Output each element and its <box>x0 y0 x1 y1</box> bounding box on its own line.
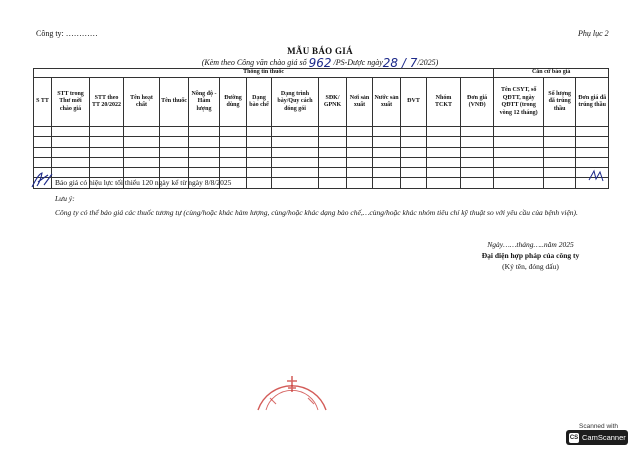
table-cell <box>319 147 347 157</box>
col-header: Tên hoạt chất <box>124 78 160 127</box>
table-cell <box>461 147 494 157</box>
table-cell <box>401 157 427 167</box>
table-cell <box>544 168 576 178</box>
table-cell <box>247 157 272 167</box>
table-cell <box>427 168 461 178</box>
col-header: Đơn giá (VNĐ) <box>461 78 494 127</box>
table-cell <box>401 137 427 147</box>
subtitle-prefix: (Kèm theo Công văn chào giá số <box>201 58 307 67</box>
table-cell <box>494 137 544 147</box>
table-cell <box>272 127 319 137</box>
table-cell <box>319 137 347 147</box>
col-header: Dạng trình bày/Quy cách đóng gói <box>272 78 319 127</box>
table-cell <box>189 137 220 147</box>
table-cell <box>272 168 319 178</box>
scanned-caption: Scanned with <box>579 423 619 430</box>
table-cell <box>319 178 347 188</box>
table-cell <box>272 137 319 147</box>
table-cell <box>220 127 247 137</box>
table-cell <box>160 137 189 147</box>
table-cell <box>494 157 544 167</box>
col-header: S TT <box>34 78 52 127</box>
table-cell <box>220 157 247 167</box>
table-cell <box>347 178 373 188</box>
table-cell <box>576 147 609 157</box>
table-cell <box>319 157 347 167</box>
table-cell <box>373 178 401 188</box>
page-title: MẪU BÁO GIÁ <box>287 46 353 56</box>
table-cell <box>494 168 544 178</box>
table-cell <box>247 137 272 147</box>
validity-note: Báo giá có hiệu lực tối thiểu 120 ngày kể từ ngày 8/8/2025 <box>55 178 232 187</box>
table-cell <box>272 178 319 188</box>
table-cell <box>461 157 494 167</box>
table-cell <box>427 157 461 167</box>
subtitle-middle: /PS-Dược ngày <box>333 58 383 67</box>
table-cell <box>160 157 189 167</box>
table-cell <box>189 157 220 167</box>
table-cell <box>347 147 373 157</box>
table-cell <box>189 168 220 178</box>
table-cell <box>427 178 461 188</box>
table-row <box>34 137 609 147</box>
col-header: Tên thuốc <box>160 78 189 127</box>
table-cell <box>52 147 90 157</box>
table-cell <box>90 168 124 178</box>
table-cell <box>220 168 247 178</box>
sign-hint: (Ký tên, đóng dấu) <box>502 262 559 271</box>
table-cell <box>373 137 401 147</box>
table-cell <box>347 157 373 167</box>
table-cell <box>189 147 220 157</box>
table-cell <box>544 147 576 157</box>
table-cell <box>461 178 494 188</box>
table-cell <box>373 147 401 157</box>
signer-title: Đại diện hợp pháp của công ty <box>481 251 580 260</box>
col-header: Nhóm TCKT <box>427 78 461 127</box>
table-cell <box>52 168 90 178</box>
table-cell <box>220 147 247 157</box>
table-cell <box>544 127 576 137</box>
table-cell <box>52 127 90 137</box>
col-header: STT theo TT 20/2022 <box>90 78 124 127</box>
table-cell <box>401 147 427 157</box>
table-cell <box>544 178 576 188</box>
table-cell <box>189 127 220 137</box>
col-header: SĐK/ GPNK <box>319 78 347 127</box>
table-cell <box>52 157 90 167</box>
table-cell <box>576 127 609 137</box>
table-cell <box>347 127 373 137</box>
company-label: Công ty: ………… <box>36 29 98 38</box>
table-cell <box>347 168 373 178</box>
note-text: Công ty có thể báo giá các thuốc tương tự (cùng/hoặc khác hàm lượng, cùng/hoặc khác dạng bào chế,…cùng/hoặc khác nhóm tiêu chí kỹ thuật so với yêu cầu của bệnh viện). <box>55 208 578 217</box>
col-header: Số lượng đã trúng thầu <box>544 78 576 127</box>
table-cell <box>34 137 52 147</box>
table-cell <box>124 147 160 157</box>
table-cell <box>90 157 124 167</box>
table-cell <box>247 168 272 178</box>
table-cell <box>247 178 272 188</box>
table-cell <box>90 147 124 157</box>
table-cell <box>220 137 247 147</box>
table-cell <box>34 157 52 167</box>
table-cell <box>461 168 494 178</box>
table-cell <box>52 137 90 147</box>
handwritten-doc-number: 962 <box>308 56 332 70</box>
col-header: ĐVT <box>401 78 427 127</box>
table-cell <box>461 127 494 137</box>
table-cell <box>373 127 401 137</box>
camscanner-badge <box>566 430 628 445</box>
col-header: Dạng bào chế <box>247 78 272 127</box>
table-cell <box>401 127 427 137</box>
handwritten-doc-date: 28 / 7 <box>382 56 418 70</box>
table-cell <box>427 137 461 147</box>
table-cell <box>160 127 189 137</box>
table-cell <box>319 168 347 178</box>
camscanner-logo-icon: CS <box>569 434 579 441</box>
table-cell <box>319 127 347 137</box>
table-row <box>34 168 609 178</box>
table-cell <box>124 137 160 147</box>
table-cell <box>347 137 373 147</box>
table-cell <box>34 147 52 157</box>
initials-mark <box>586 168 606 184</box>
table-cell <box>160 147 189 157</box>
subtitle-suffix: /2025) <box>417 58 439 67</box>
table-cell <box>160 168 189 178</box>
table-cell <box>576 137 609 147</box>
table-cell <box>272 157 319 167</box>
table-cell <box>90 127 124 137</box>
table-cell <box>124 157 160 167</box>
col-header: Đơn giá đã trúng thầu <box>576 78 609 127</box>
col-header: STT trong Thư mời chào giá <box>52 78 90 127</box>
table-cell <box>494 147 544 157</box>
table-cell <box>401 178 427 188</box>
camscanner-brand: CamScanner <box>582 433 626 442</box>
table-cell <box>272 147 319 157</box>
signature-mark <box>30 170 54 190</box>
table-cell <box>427 127 461 137</box>
table-cell <box>124 127 160 137</box>
table-cell <box>461 137 494 147</box>
appendix-label: Phụ lục 2 <box>578 29 609 38</box>
table-cell <box>544 137 576 147</box>
date-line: Ngày……tháng…..năm 2025 <box>487 240 574 249</box>
table-row <box>34 147 609 157</box>
table-cell <box>247 147 272 157</box>
note-label: Lưu ý: <box>55 194 75 203</box>
table-cell <box>544 157 576 167</box>
group-header-drug-info: Thông tin thuốc <box>34 69 494 78</box>
col-header: Nơi sản xuất <box>347 78 373 127</box>
table-cell <box>401 168 427 178</box>
group-header-basis: Căn cứ báo giá <box>494 69 609 78</box>
table-cell <box>124 168 160 178</box>
table-cell <box>247 127 272 137</box>
col-header: Tên CSYT, số QĐTT, ngày QĐTT (trong vòng 12 tháng) <box>494 78 544 127</box>
table-cell <box>576 157 609 167</box>
col-header: Đường dùng <box>220 78 247 127</box>
table-cell <box>427 147 461 157</box>
price-quote-table <box>33 68 609 189</box>
table-cell <box>494 178 544 188</box>
table-cell <box>34 127 52 137</box>
table-row <box>34 157 609 167</box>
table-cell <box>90 137 124 147</box>
stamp-seal <box>252 368 332 414</box>
table-row <box>34 127 609 137</box>
col-header: Nước sản xuất <box>373 78 401 127</box>
table-cell <box>373 157 401 167</box>
table-cell <box>494 127 544 137</box>
table-cell <box>373 168 401 178</box>
col-header: Nồng độ - Hàm lượng <box>189 78 220 127</box>
